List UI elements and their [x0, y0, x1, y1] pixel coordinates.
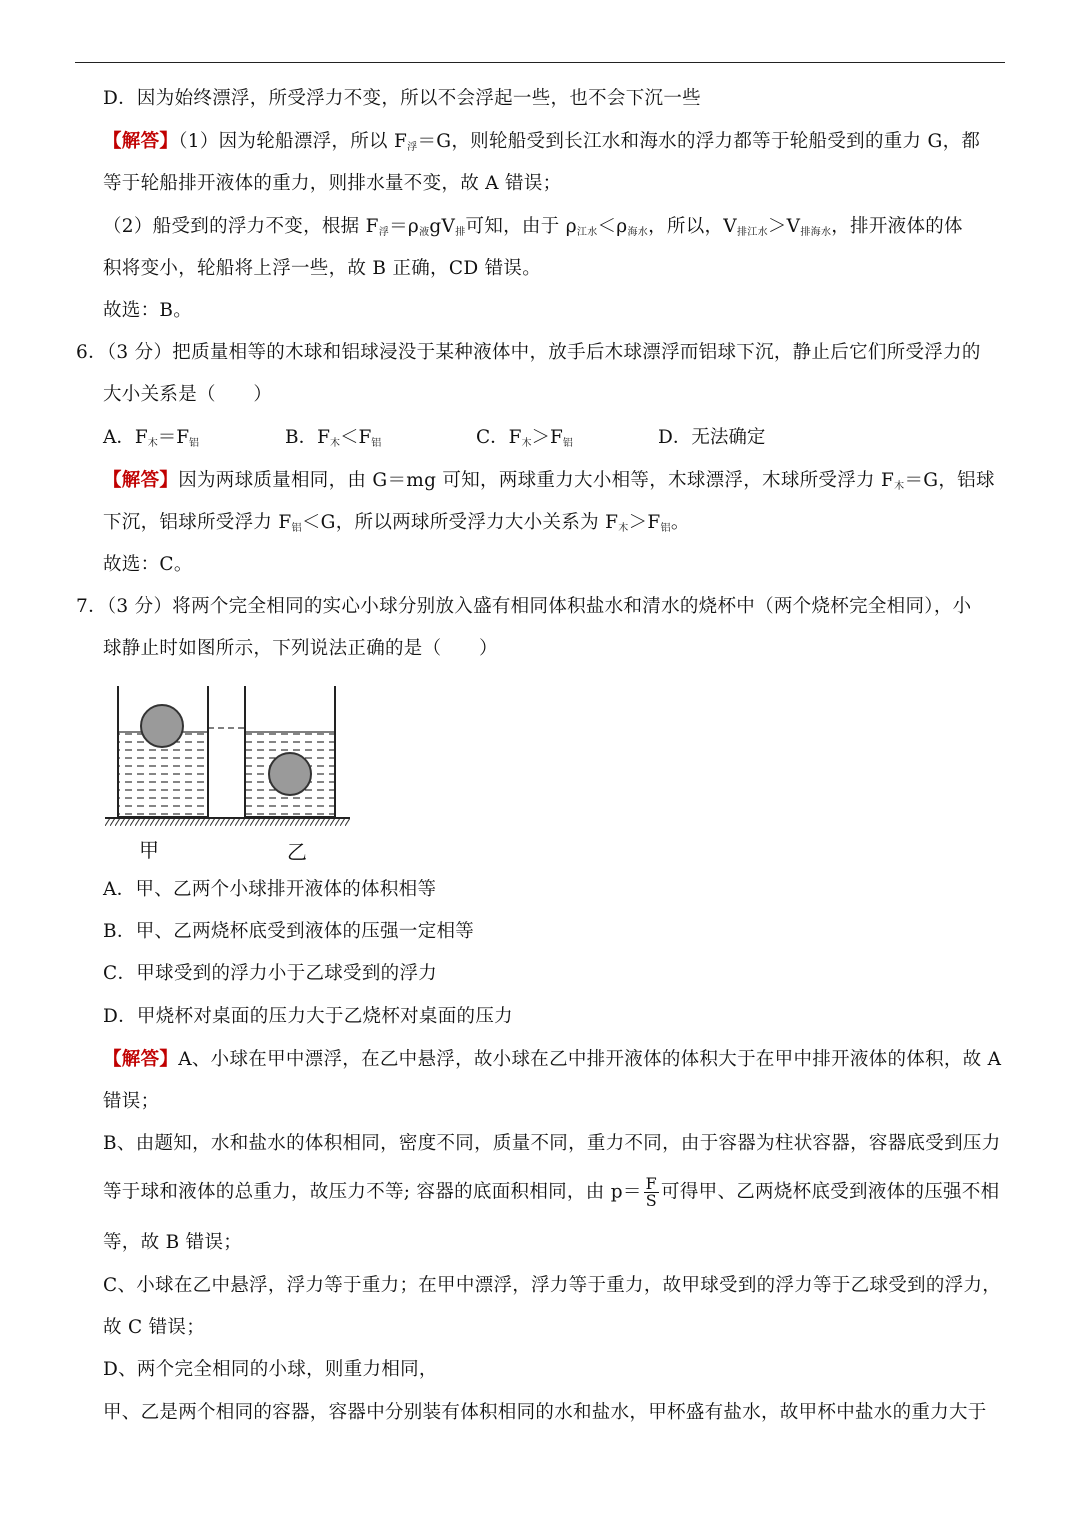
answer-label: 【解答】 — [103, 131, 179, 152]
q5-choice: 故选：B。 — [103, 300, 193, 321]
q6-stem-line-2: 大小关系是（ ） — [103, 384, 273, 405]
q6-answer-line-2: 下沉，铝球所受浮力 $F_铝<G$，所以两球所受浮力大小关系为 $F_木>F_铝$。 — [103, 512, 690, 534]
q6-option-b: B．$F_木<F_铝$ — [285, 427, 382, 449]
ball-suspended — [269, 753, 311, 795]
q5-option-d: D．因为始终漂浮，所受浮力不变，所以不会浮起一些，也不会下沉一些 — [103, 88, 701, 109]
q6-answer-line-1: 【解答】因为两球质量相同，由 G＝mg 可知，两球重力大小相等，木球漂浮，木球所受浮力 $F_木=G$，铝球 — [103, 470, 995, 492]
q7-stem-line-2: 球静止时如图所示，下列说法正确的是（ ） — [103, 638, 498, 659]
q7-answer-b-line-3: 等，故 B 错误； — [103, 1232, 243, 1253]
q6-choice: 故选：C。 — [103, 554, 193, 575]
q7-answer-b-line-1: B、由题知，水和盐水的体积相同，密度不同，质量不同，重力不同，由于容器为柱状容器，容器底受到压力 — [103, 1133, 1001, 1154]
q7-answer-c-line-2: 故 C 错误； — [103, 1317, 206, 1338]
q7-stem-line-1: 7．（3 分）将两个完全相同的实心小球分别放入盛有相同体积盐水和清水的烧杯中（两个烧杯完全相同），小 — [76, 596, 972, 617]
q7-answer-d-line-2: 甲、乙是两个相同的容器，容器中分别装有体积相同的水和盐水，甲杯盛有盐水，故甲杯中盐水的重力大于 — [103, 1402, 987, 1423]
q7-option-a: A．甲、乙两个小球排开液体的体积相等 — [103, 879, 437, 900]
q6-option-c: C．$F_木>F_铝$ — [476, 427, 573, 449]
q5-answer-line-2: 等于轮船排开液体的重力，则排水量不变，故 A 错误； — [103, 173, 562, 194]
q7-option-d: D．甲烧杯对桌面的压力大于乙烧杯对桌面的压力 — [103, 1006, 513, 1027]
q7-answer-c-line-1: C、小球在乙中悬浮，浮力等于重力；在甲中漂浮，浮力等于重力，故甲球受到的浮力等于乙球受到的浮力， — [103, 1275, 1002, 1296]
ball-floating — [141, 705, 183, 747]
q7-answer-b-line-2: 等于球和液体的总重力，故压力不等; 容器的底面积相同，由 p＝ $\frac{F}{S}$ 可得甲、乙两烧杯底受到液体的压强不相 — [103, 1174, 1000, 1210]
q6-option-d: D．无法确定 — [658, 427, 766, 448]
figure-label-jia: 甲 — [139, 838, 159, 862]
q7-option-c: C．甲球受到的浮力小于乙球受到的浮力 — [103, 963, 438, 984]
q6-stem-line-1: 6．（3 分）把质量相等的木球和铝球浸没于某种液体中，放手后木球漂浮而铝球下沉，静止后它们所受浮力的 — [76, 342, 981, 363]
beakers-figure — [100, 682, 355, 832]
answer-label: 【解答】 — [103, 470, 179, 491]
q5-answer-line-4: 积将变小，轮船将上浮一些，故 B 正确，CD 错误。 — [103, 258, 542, 279]
q7-answer-a-line-2: 错误； — [103, 1091, 160, 1112]
q5-answer-line-3: （2）船受到的浮力不变，根据 $F_浮=\rho_液gV_排$可知，由于 $\rho_{江水}<\rho_{海水}$，所以，$V_{排江水}>V_{排海水}$，排开液体的体 — [103, 216, 963, 238]
header-rule — [75, 62, 1005, 63]
answer-label: 【解答】 — [103, 1049, 179, 1070]
fraction-f-over-s: $\frac{F}{S}$ — [645, 1174, 658, 1210]
table-hatch — [105, 819, 350, 826]
q6-option-a: A．$F_木=F_铝$ — [103, 427, 200, 449]
q7-option-b: B．甲、乙两烧杯底受到液体的压强一定相等 — [103, 921, 475, 942]
figure-label-yi: 乙 — [287, 840, 307, 864]
q7-answer-a-line-1: 【解答】A、小球在甲中漂浮，在乙中悬浮，故小球在乙中排开液体的体积大于在甲中排开液体的体积，故 A — [103, 1049, 1002, 1070]
q7-answer-d-line-1: D、两个完全相同的小球，则重力相同， — [103, 1359, 438, 1380]
q5-answer-line-1: 【解答】（1）因为轮船漂浮，所以 $F_浮=G$，则轮船受到长江水和海水的浮力都等于轮船受到的重力 G，都 — [103, 131, 981, 153]
